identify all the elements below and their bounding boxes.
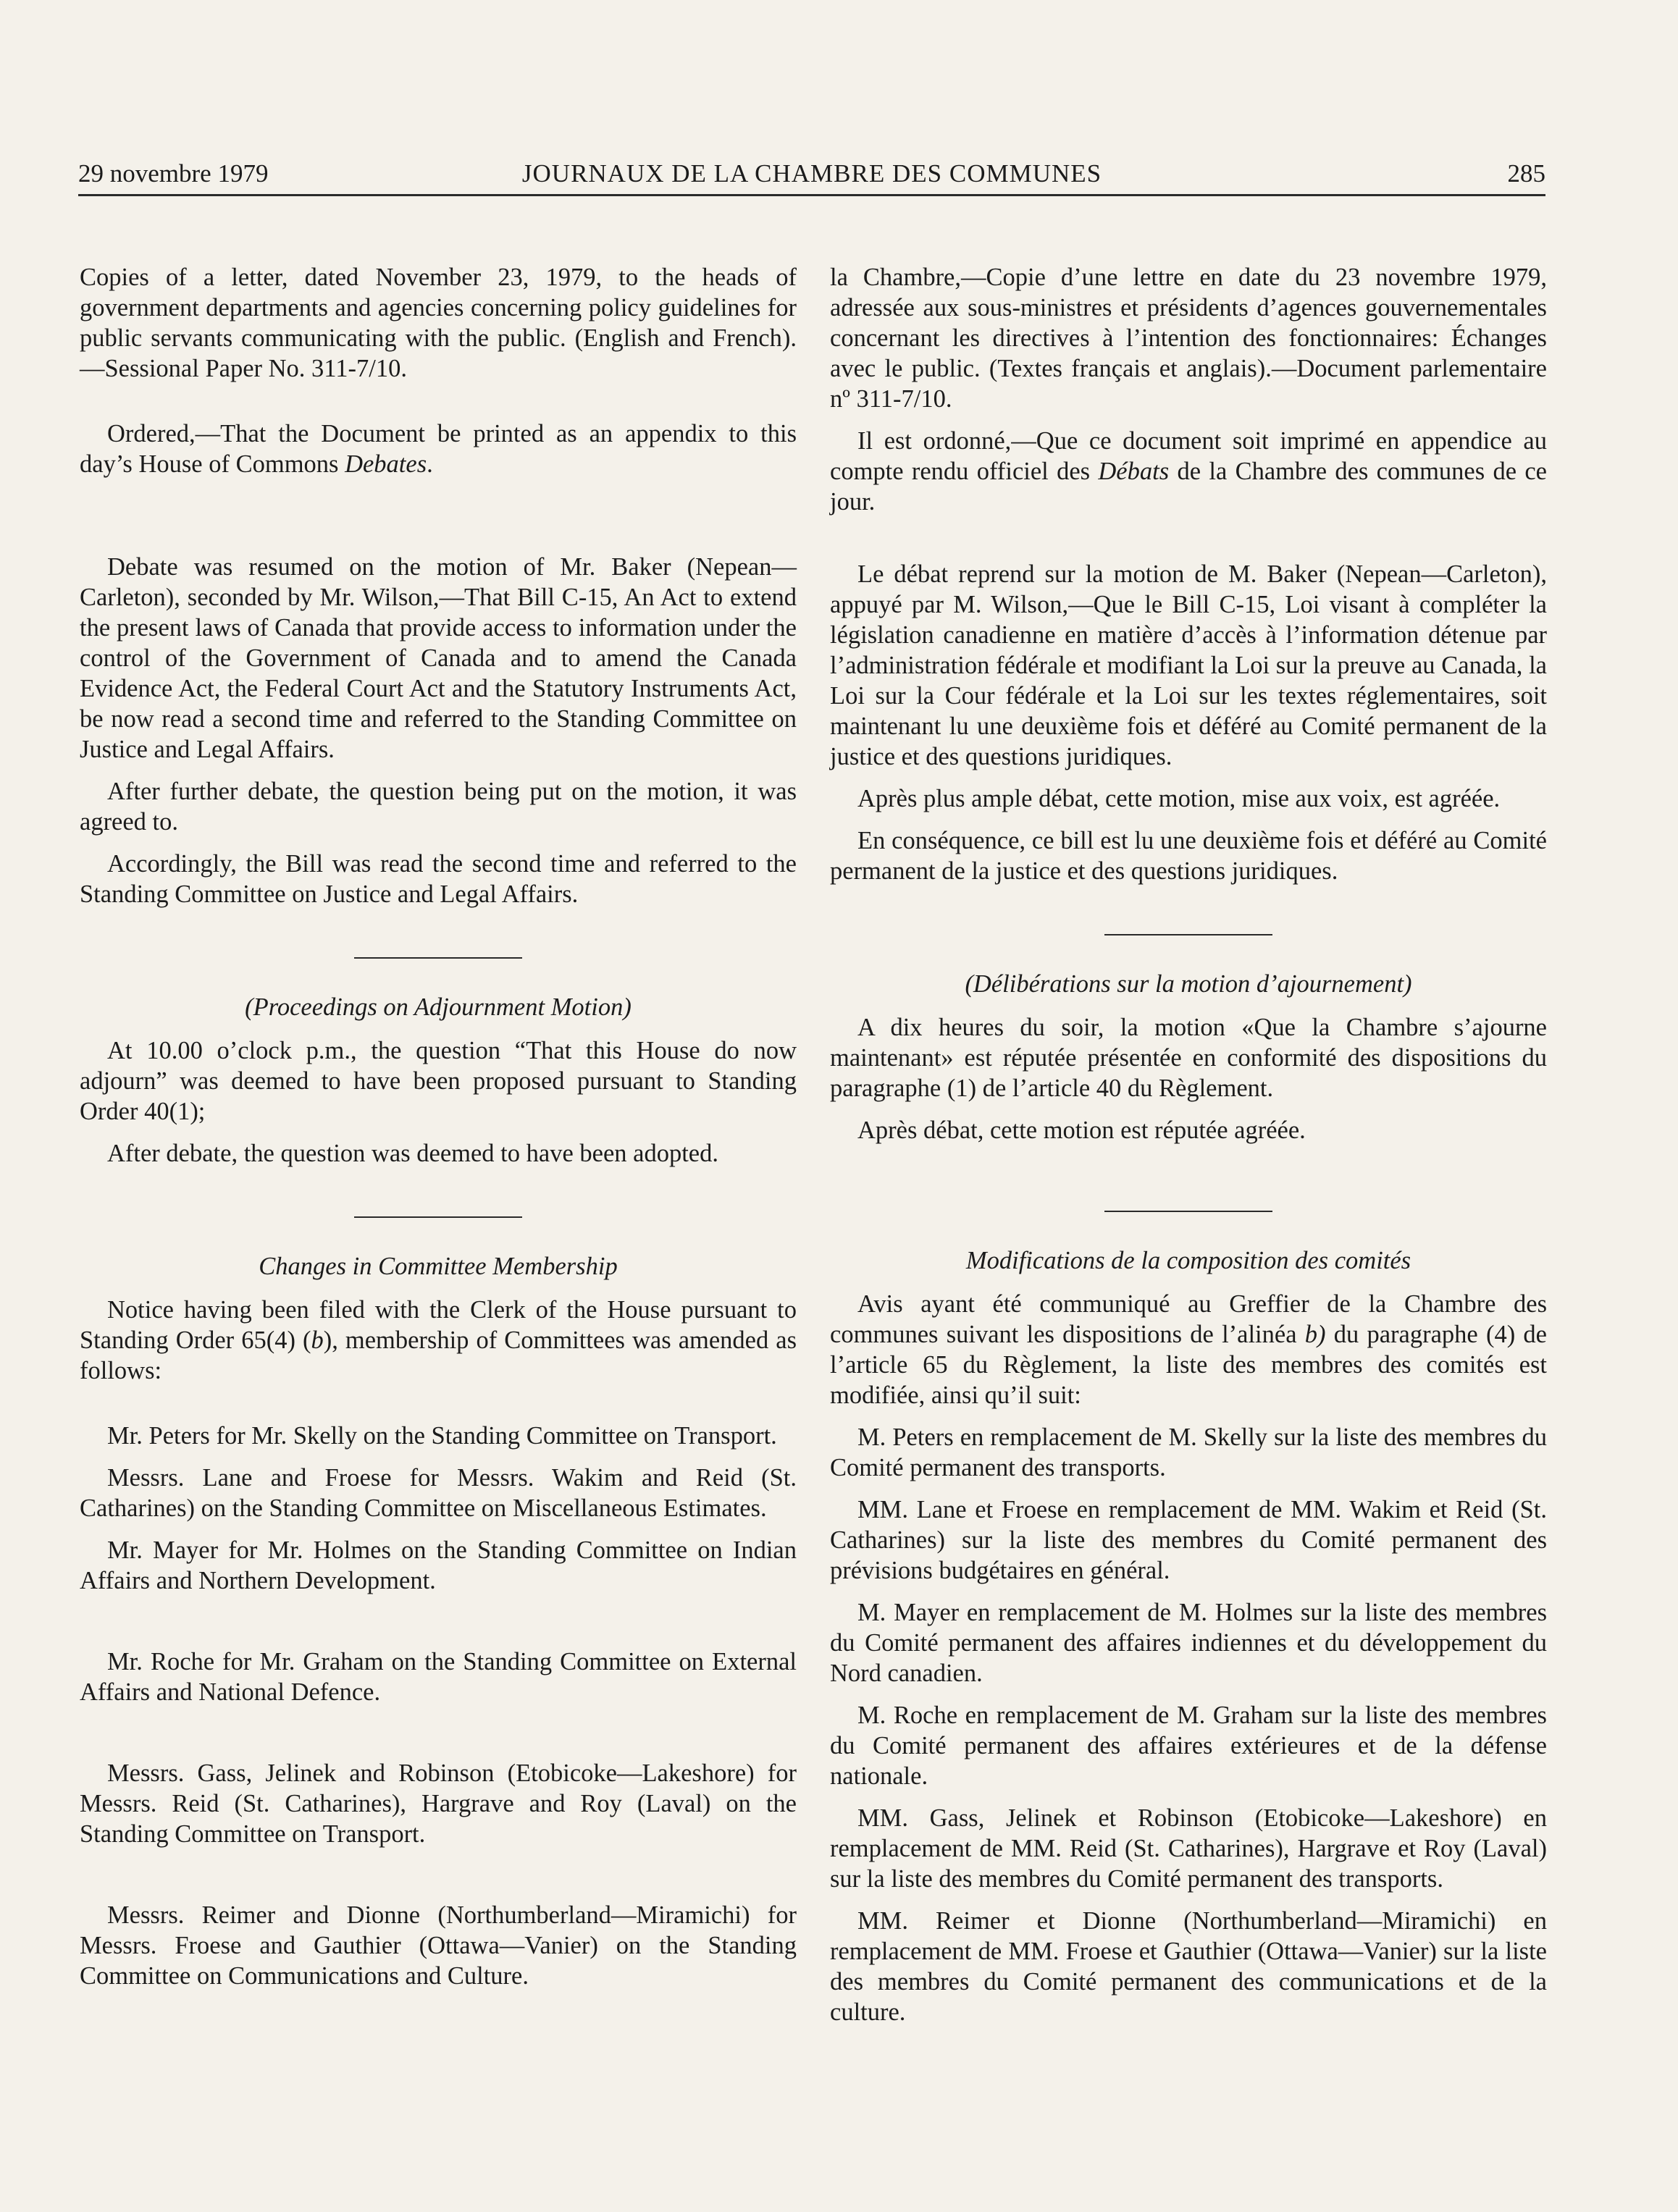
header-date: 29 novembre 1979: [78, 159, 269, 188]
membership-change: Messrs. Reimer and Dionne (Northumberland—Miramichi) for Messrs. Froese and Gauthier (Ottawa—Vanier) on the Standing Committee on Communications and Culture.: [80, 1901, 797, 1990]
committee-heading: Changes in Committee Membership: [259, 1253, 618, 1280]
membership-change: M. Peters en remplacement de M. Skelly sur la liste des membres du Comité permanent des transports.: [830, 1423, 1547, 1481]
adjournment-paragraph: At 10.00 o’clock p.m., the question “That this House do now adjourn” was deemed to have been proposed pursuant to Standing Order 40(1);: [80, 1037, 797, 1125]
english-column: [80, 262, 797, 1991]
notice-italic: b): [1304, 1321, 1326, 1348]
ordered-paragraph: [830, 426, 1547, 517]
membership-change: Mr. Mayer for Mr. Holmes on the Standing Committee on Indian Affairs and Northern Development.: [80, 1536, 797, 1594]
section-divider: [354, 957, 522, 959]
debate-paragraph-3: En conséquence, ce bill est lu une deuxième fois et déféré au Comité permanent de la justice et des questions juridiques.: [830, 827, 1547, 885]
french-column: [830, 262, 1547, 2027]
membership-change: M. Roche en remplacement de M. Graham sur la liste des membres du Comité permanent des affaires extérieures et de la défense nationale.: [830, 1702, 1547, 1790]
notice-text: Avis ayant été communiqué au Greffier de la Chambre des communes suivant les dispositions de l’alinéa: [830, 1290, 1547, 1348]
committee-heading: Modifications de la composition des comités: [965, 1247, 1411, 1274]
adjournment-paragraph-2: Après débat, cette motion est réputée agréée.: [857, 1116, 1306, 1144]
debate-paragraph-3: Accordingly, the Bill was read the second time and referred to the Standing Committee on Justice and Legal Affairs.: [80, 850, 797, 908]
notice-text-end: du paragraphe (4) de l’article 65 du Règlement, la liste des membres des comités est modifiée, ainsi qu’il suit:: [830, 1321, 1547, 1409]
journal-title: JOURNAUX DE LA CHAMBRE DES COMMUNES: [521, 159, 1102, 188]
ordered-italic: Debates: [345, 450, 427, 478]
ordered-text: Ordered,—That the Document be printed as an appendix to this day’s House of Commons: [80, 420, 797, 478]
adjournment-paragraph: A dix heures du soir, la motion «Que la Chambre s’ajourne maintenant» est réputée présentée en conformité des dispositions du paragraphe (1) de l’article 40 du Règlement.: [830, 1014, 1547, 1102]
ordered-paragraph: [80, 419, 797, 479]
notice-text: Notice having been filed with the Clerk of the House pursuant to Standing Order 65(4) (: [80, 1296, 797, 1354]
debate-paragraph: Le débat reprend sur la motion de M. Baker (Nepean—Carleton), appuyé par M. Wilson,—Que le Bill C-15, Loi visant à compléter la législation canadienne en matière d’accès à l’information détenue par l’administration fédérale et modifiant la Loi sur la preuve au Canada, la Loi sur la Cour fédérale et la Loi sur les textes réglementaires, soit maintenant lu une deuxième fois et déféré au Comité permanent de la justice et des questions juridiques.: [830, 560, 1547, 770]
membership-change: Messrs. Gass, Jelinek and Robinson (Etobicoke—Lakeshore) for Messrs. Reid (St. Catharines), Hargrave and Roy (Laval) on the Standing Committee on Transport.: [80, 1759, 797, 1848]
adjournment-paragraph-2: After debate, the question was deemed to have been adopted.: [107, 1140, 718, 1167]
membership-change: M. Mayer en remplacement de M. Holmes sur la liste des membres du Comité permanent des affaires indiennes et du développement du Nord canadien.: [830, 1599, 1547, 1687]
page-header: [78, 154, 1545, 196]
membership-change: Messrs. Lane and Froese for Messrs. Wakim and Reid (St. Catharines) on the Standing Committee on Miscellaneous Estimates.: [80, 1464, 797, 1522]
section-divider: [1104, 934, 1272, 935]
sessional-paper-paragraph: la Chambre,—Copie d’une lettre en date du 23 novembre 1979, adressée aux sous-ministres et présidents d’agences gouvernementales concernant les directives à l’intention des fonctionnaires: Échanges avec le public. (Textes français et anglais).—Document parlementaire nº 311-7/10.: [830, 264, 1547, 413]
notice-paragraph: [80, 1295, 797, 1386]
membership-change: MM. Gass, Jelinek et Robinson (Etobicoke—Lakeshore) en remplacement de MM. Reid (St. Catharines), Hargrave et Roy (Laval) sur la liste des membres du Comité permanent des transports.: [830, 1804, 1547, 1893]
ordered-text-end: de la Chambre des communes de ce jour.: [830, 458, 1547, 516]
adjournment-heading: (Proceedings on Adjournment Motion): [245, 993, 632, 1021]
section-divider: [354, 1216, 522, 1218]
notice-italic: b: [311, 1326, 324, 1354]
membership-change: MM. Lane et Froese en remplacement de MM. Wakim et Reid (St. Catharines) sur la liste des membres du Comité permanent des prévisions budgétaires en général.: [830, 1496, 1547, 1584]
membership-change: Mr. Peters for Mr. Skelly on the Standing Committee on Transport.: [107, 1422, 777, 1450]
notice-paragraph: [830, 1289, 1547, 1410]
debate-paragraph: Debate was resumed on the motion of Mr. Baker (Nepean—Carleton), seconded by Mr. Wilson,—That Bill C-15, An Act to extend the present laws of Canada that provide access to information under the control of the Government of Canada and to amend the Canada Evidence Act, the Federal Court Act and the Statutory Instruments Act, be now read a second time and referred to the Standing Committee on Justice and Legal Affairs.: [80, 553, 797, 763]
debate-paragraph-2: After further debate, the question being put on the motion, it was agreed to.: [80, 778, 797, 836]
page-number: 285: [1507, 159, 1545, 188]
adjournment-heading: (Délibérations sur la motion d’ajournement): [965, 970, 1412, 998]
ordered-text-end: .: [427, 450, 433, 478]
ordered-italic: Débats: [1098, 458, 1170, 485]
sessional-paper-paragraph: Copies of a letter, dated November 23, 1979, to the heads of government departments and agencies concerning policy guidelines for public servants communicating with the public. (English and French).—Sessional Paper No. 311-7/10.: [80, 264, 797, 382]
membership-change: MM. Reimer et Dionne (Northumberland—Miramichi) en remplacement de MM. Froese et Gauthier (Ottawa—Vanier) sur la liste des membres du Comité permanent des communications et de la culture.: [830, 1907, 1547, 2026]
section-divider: [1104, 1211, 1272, 1212]
notice-text-end: ), membership of Committees was amended as follows:: [80, 1326, 797, 1384]
ordered-text: Il est ordonné,—Que ce document soit imprimé en appendice au compte rendu officiel des: [830, 427, 1547, 485]
membership-change: Mr. Roche for Mr. Graham on the Standing Committee on External Affairs and National Defence.: [80, 1648, 797, 1706]
debate-paragraph-2: Après plus ample débat, cette motion, mise aux voix, est agréée.: [857, 785, 1501, 812]
